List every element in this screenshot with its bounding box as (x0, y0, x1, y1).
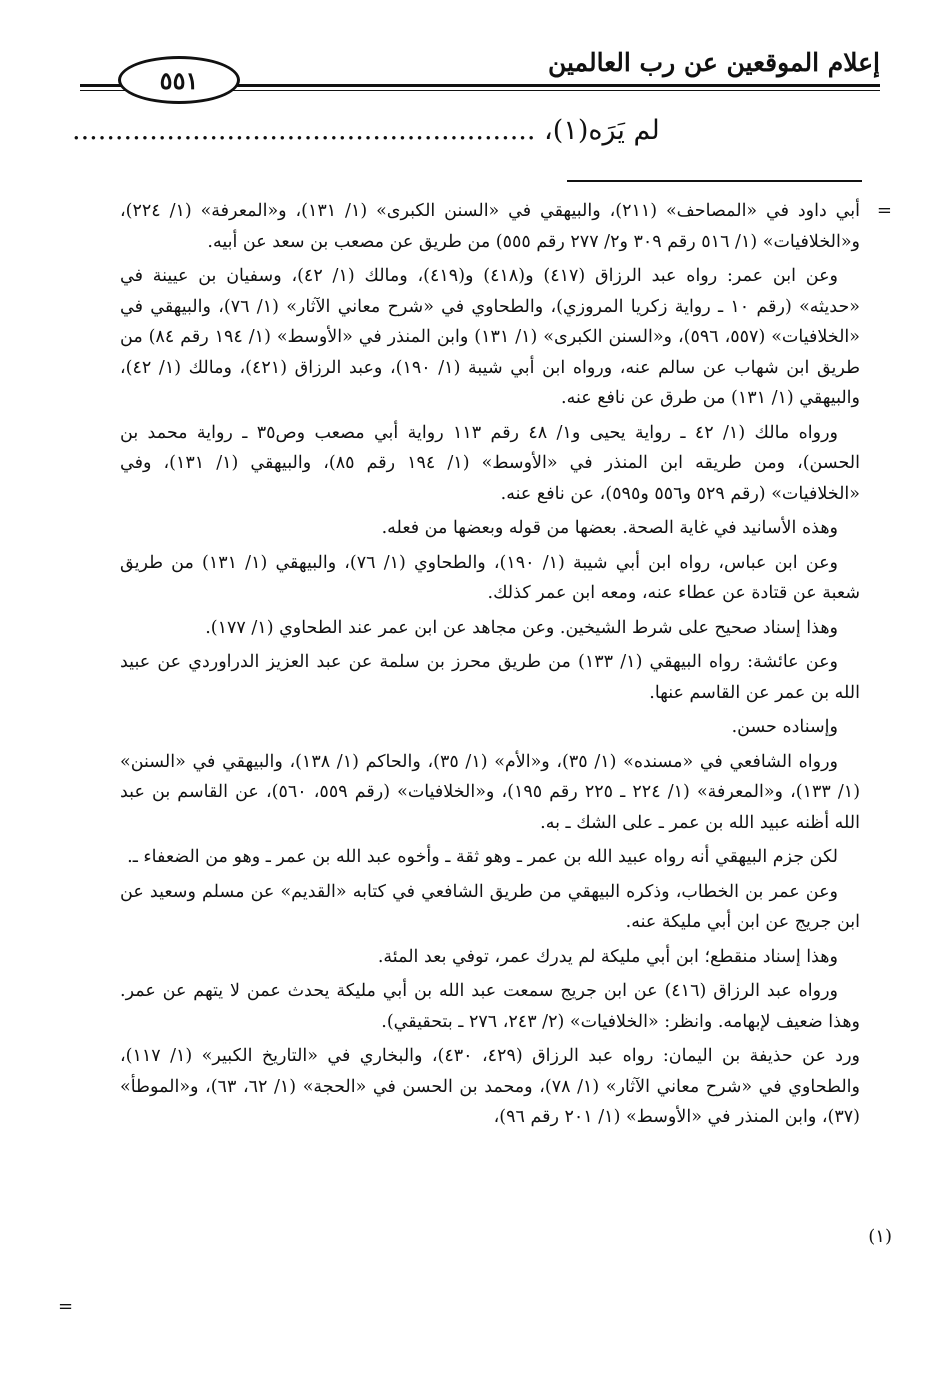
footnote-paragraph: وهذا إسناد منقطع؛ ابن أبي مليكة لم يدرك عمر، توفي بعد المئة. (377, 946, 838, 967)
footnote-paragraph: ورواه عبد الرزاق (٤١٦) عن ابن جريج سمعت عبد الله بن أبي مليكة يحدث عمن لا يتهم عن عمر. وهذا ضعيف لإبهامه. وانظر: «الخلافيات» (٢/ ٢٤٣، ٢٧٦ ـ بتحقيقي). (120, 981, 860, 1032)
footnote-paragraph: ورد عن حذيفة بن اليمان: رواه عبد الرزاق (٤٢٩، ٤٣٠)، والبخاري في «التاريخ الكبير» (١/ ١١٧)، والطحاوي في «شرح معاني الآثار» (١/ ٧٨)، ومحمد بن الحسن في «الحجة» (١/ ٦٢، ٦٣)، و«الموطأ» (٣٧)، وابن المنذر في «الأوسط» (١/ ٢٠١ رقم ٩٦)، (120, 1046, 861, 1127)
footnote-paragraph: وعن عمر بن الخطاب، وذكره البيهقي من طريق الشافعي في كتابه «القديم» عن مسلم وسعيد عن ابن جريج عن ابن أبي مليكة عنه. (120, 881, 860, 932)
footnote-paragraph: ورواه الشافعي في «مسنده» (١/ ٣٥)، و«الأم» (١/ ٣٥)، والحاكم (١/ ١٣٨)، والبيهقي في «السنن» (١/ ١٣٣)، و«المعرفة» (١/ ٢٢٤ ـ ٢٢٥ رقم ١٩٥)، و«الخلافيات» (رقم ٥٥٩، ٥٦٠)، عن القاسم بن عبد الله أظنه عبيد الله بن عمر ـ على الشك ـ به. (120, 751, 861, 833)
footnote-paragraph: وهذه الأسانيد في غاية الصحة. بعضها من قوله وبعضها من فعله. (381, 518, 838, 538)
footnote-paragraph: وإسناده حسن. (731, 717, 838, 737)
footnote-paragraph: وعن ابن عباس، رواه ابن أبي شيبة (١/ ١٩٠)، والطحاوي (١/ ٧٦)، والبيهقي (١/ ١٣١) من طريق شعبة عن قتادة عن عطاء عنه، ومعه ابن عمر كذلك. (120, 552, 860, 603)
footnote-separator (567, 180, 862, 182)
footnote-paragraph: أبي داود في «المصاحف» (٢١١)، والبيهقي في «السنن الكبرى» (١/ ١٣١)، و«المعرفة» (١/ ٢٢٤)، و«الخلافيات» (١/ ٥١٦ رقم ٣٠٩ و٢/ ٢٧٧ رقم ٥٥٥) من طريق عن مصعب بن سعد عن أبيه. (120, 201, 860, 252)
book-title: إعلام الموقعين عن رب العالمين (547, 48, 880, 77)
footnote-paragraph: وعن ابن عمر: رواه عبد الرزاق (٤١٧) و(٤١٨) و(٤١٩)، ومالك (١/ ٤٢)، وسفيان بن عيينة في «حديثه» (رقم ١٠ ـ رواية زكريا المروزي)، والطحاوي في «شرح معاني الآثار» (١/ ٧٦)، والبيهقي في «الخلافيات» (٥٥٧، ٥٩٦)، و«السنن الكبرى» (١/ ١٣١) وابن المنذر في «الأوسط» (١/ ١٩٤ رقم ٨٤) من طريق ابن شهاب عن سالم عنه، ورواه ابن أبي شيبة (١/ ١٩٠)، وعبد الرزاق (٤٢١)، ومالك (١/ ٤٢)، والبيهقي (١/ ١٣١) من طرق عن نافع عنه. (120, 266, 861, 408)
page-header (80, 48, 880, 108)
footnote-paragraph: وهذا إسناد صحيح على شرط الشيخين. وعن مجاهد عن ابن عمر عند الطحاوي (١/ ١٧٧). (205, 617, 838, 638)
main-text-line (72, 110, 872, 150)
footnote-paragraph: لكن جزم البيهقي أنه رواه عبيد الله بن عمر ـ وهو ثقة ـ وأخوه عبد الله بن عمر ـ وهو من الضعفاء ـ. (127, 847, 838, 867)
page-number-badge (118, 56, 240, 104)
footnotes (120, 196, 860, 1137)
footnote-number: (١) (868, 1226, 892, 1247)
continuation-mark: = (876, 200, 892, 221)
footnote-paragraph: وعن عائشة: رواه البيهقي (١/ ١٣٣) من طريق محرز بن سلمة عن عبد العزيز الدراوردي عن عبيد الله بن عمر عن القاسم عنها. (120, 652, 860, 703)
continues-mark: = (58, 1296, 74, 1317)
main-text: لم يَرَه(١)، ...................................................... (72, 114, 660, 146)
page-number: ٥٥١ (159, 65, 199, 95)
footnote-paragraph: ورواه مالك (١/ ٤٢ ـ رواية يحيى و١/ ٤٨ رقم ١١٣ رواية أبي مصعب وص٣٥ ـ رواية محمد بن الحسن)، ومن طريقه ابن المنذر في «الأوسط» (١/ ١٩٤ رقم ٨٥)، والبيهقي (١/ ١٣١)، وفي «الخلافيات» (رقم ٥٢٩ و٥٥٦ و٥٩٥)، عن نافع عنه. (120, 422, 860, 504)
